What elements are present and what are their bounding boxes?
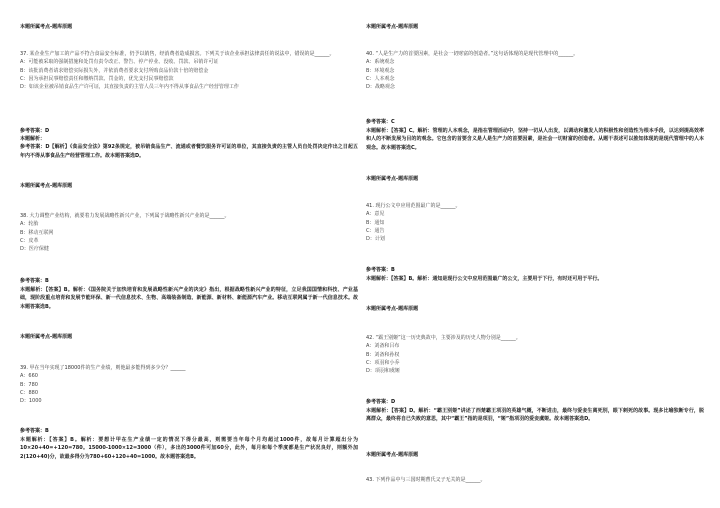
answer-block-38 — [20, 278, 358, 311]
option-d: D：战略观念 — [366, 84, 395, 91]
option-a: A：系统观念 — [366, 59, 395, 66]
option-d: D：计划 — [366, 236, 385, 243]
option-c: C：人本观念 — [366, 75, 395, 82]
answer-block-37 — [20, 128, 358, 160]
question-39 — [20, 364, 358, 405]
option-a: A：刘备和吕布 — [366, 343, 400, 350]
question-stem: 37. 某企业生产加工的产品不符合食品安全标准，仍予以销售，经消费者造成损害。下列关于该企业承担法律责任的说法中，错误的是______。 — [20, 51, 335, 57]
question-38 — [20, 212, 358, 253]
question-stem: 40. “人是生产力的首要因素，是社会一切财富的创造者。”这句话体现的是现代管理中的______。 — [366, 51, 579, 57]
option-d: D：医疗保健 — [20, 246, 49, 253]
source-heading: 本题所属考点-题库原题 — [366, 24, 419, 30]
option-c: C：项羽和小乔 — [366, 359, 400, 366]
option-a: A：意见 — [366, 211, 385, 218]
option-b: B：移动互联网 — [20, 229, 54, 236]
option-b: B：环境观念 — [366, 67, 395, 74]
answer-block-41 — [366, 267, 704, 283]
option-a: A：可能被采取的强制措施和处罚有责令改正、警告、停产停业、没收、罚款、吊销许可证 — [20, 59, 219, 66]
analysis-label: 本题解析： — [20, 135, 46, 142]
answer-block-40 — [366, 119, 704, 152]
reference-answer: 参考答案：B — [20, 428, 49, 434]
analysis-text: 参考答案：D【解析】《食品安全法》第92条规定，被吊销食品生产、流通或者餐饮服务许可证的单位，其直接负责的主管人员自处罚决定作出之日起五年内不得从事食品生产经营管理工作。故本题答案选D。 — [20, 144, 358, 159]
option-c: C：因为承担民事赔偿责任和缴纳罚款、罚金的，优先支付民事赔偿款 — [20, 75, 174, 82]
question-stem: 41. 现行公文中应用范围最广的是______。 — [366, 203, 461, 209]
source-heading: 本题所属考点-题库原题 — [366, 306, 419, 312]
question-41 — [366, 202, 704, 243]
option-b: B：通知 — [366, 219, 385, 226]
question-42 — [366, 334, 704, 375]
question-40 — [366, 50, 704, 91]
source-heading: 本题所属考点-题库原题 — [20, 183, 73, 189]
source-heading: 本题所属考点-题库原题 — [20, 24, 73, 30]
reference-answer: 参考答案：C — [366, 119, 395, 125]
option-a: A：660 — [20, 373, 38, 380]
option-d: D：1000 — [20, 398, 42, 405]
answer-block-39 — [20, 428, 358, 461]
question-37 — [20, 50, 358, 91]
option-a: A：轮胎 — [20, 221, 39, 228]
question-stem: 39. 甲在当年实现了18000件的生产业绩，则他最多能得到多少分？______ — [20, 365, 186, 371]
question-stem: 42. “霸王别姬”这一历史典故中，主要涉及的历史人物分别是______。 — [366, 335, 521, 341]
analysis-text: 本题解析：【答案】D。解析：“霸王别姬”讲述了西楚霸王项羽的英雄气概，不断进击，最终与爱妾生离死别，眼下刺死的故事。现多比喻独断专行，脱离群众，最终将自已失败的意思，其中“霸王”指的是项羽，“姬”指项羽的爱妾虞姬。故本题答案选D。 — [366, 407, 704, 423]
option-c: C：880 — [20, 389, 39, 396]
option-d: D：如该企业被吊销食品生产许可证，其直接负责的主管人员三年内不得从事食品生产经营管理工作 — [20, 84, 239, 91]
option-b: B：780 — [20, 381, 38, 388]
reference-answer: 参考答案：D — [366, 399, 396, 405]
reference-answer: 参考答案：B — [366, 267, 395, 273]
source-heading: 本题所属考点-题库原题 — [366, 452, 419, 458]
source-heading: 本题所属考点-题库原题 — [20, 334, 73, 340]
source-heading: 本题所属考点-题库原题 — [366, 176, 419, 182]
question-stem: 43. 下列作品中与三国时期曹氏父子无关的是______。 — [366, 477, 486, 483]
analysis-text: 本题解析：【答案】C。解析：管理的人本观念，是指在管理活动中，坚持一切从人出发，以调动和激发人的积极性和创造性为根本手段，以达到提高效率和人的不断发展为目的的观念。它包含的首要含义是人是生产力的首要因素，是社会一切财富的创造者。从题干表述可以推知体现的是现代管理中的人本观念。故本题答案选C。 — [366, 127, 704, 151]
option-b: B：刘备和孙权 — [366, 351, 400, 358]
analysis-text: 本题解析：【答案】B。解析：《国务院关于加快培育和发展战略性新兴产业的决定》指出，根据战略性新兴产业的特征，立足我国国情和科技、产业基础，现阶段重点培育和发展节能环保、新一代信息技术、生物、高端装备制造、新能源、新材料、新能源汽车产业。移动互联网属于新一代信息技术。故本题答案选B。 — [20, 286, 358, 310]
question-43 — [366, 476, 704, 484]
analysis-text: 本题解析：【答案】B。解析：要想计甲在生产业绩一定的情况下得分最高，则需要当年每个月均超过1000件，故每月计算超出分为10×20+40=+120=780。15000-1000×12=3000（件），多出的3000件可加60分，此外，每月和每个季度都是生产状况良好，则额外加2(120+40)分，故最多得分为780+60+120+40=1000。故本题答案选B。 — [20, 436, 358, 460]
option-c: C：皮革 — [20, 237, 39, 244]
option-b: B：该批消费者请求赔偿实际损失外，并依消费者要求支付所购食品价款十倍的赔偿金 — [20, 67, 209, 74]
option-d: D：项羽和虞姬 — [366, 368, 400, 375]
question-stem: 38. 大力调整产业结构，就要着力发展战略性新兴产业，下列属于战略性新兴产业的是______。 — [20, 213, 230, 219]
reference-answer: 参考答案：B — [20, 278, 49, 284]
reference-answer: 参考答案：D — [20, 128, 50, 134]
answer-block-42 — [366, 399, 704, 424]
analysis-text: 本题解析：【答案】B。解析：通知是现行公文中应用范围最广的公文，主要用于下行，有时还可用于平行。 — [366, 275, 603, 282]
option-c: C：通告 — [366, 227, 385, 234]
